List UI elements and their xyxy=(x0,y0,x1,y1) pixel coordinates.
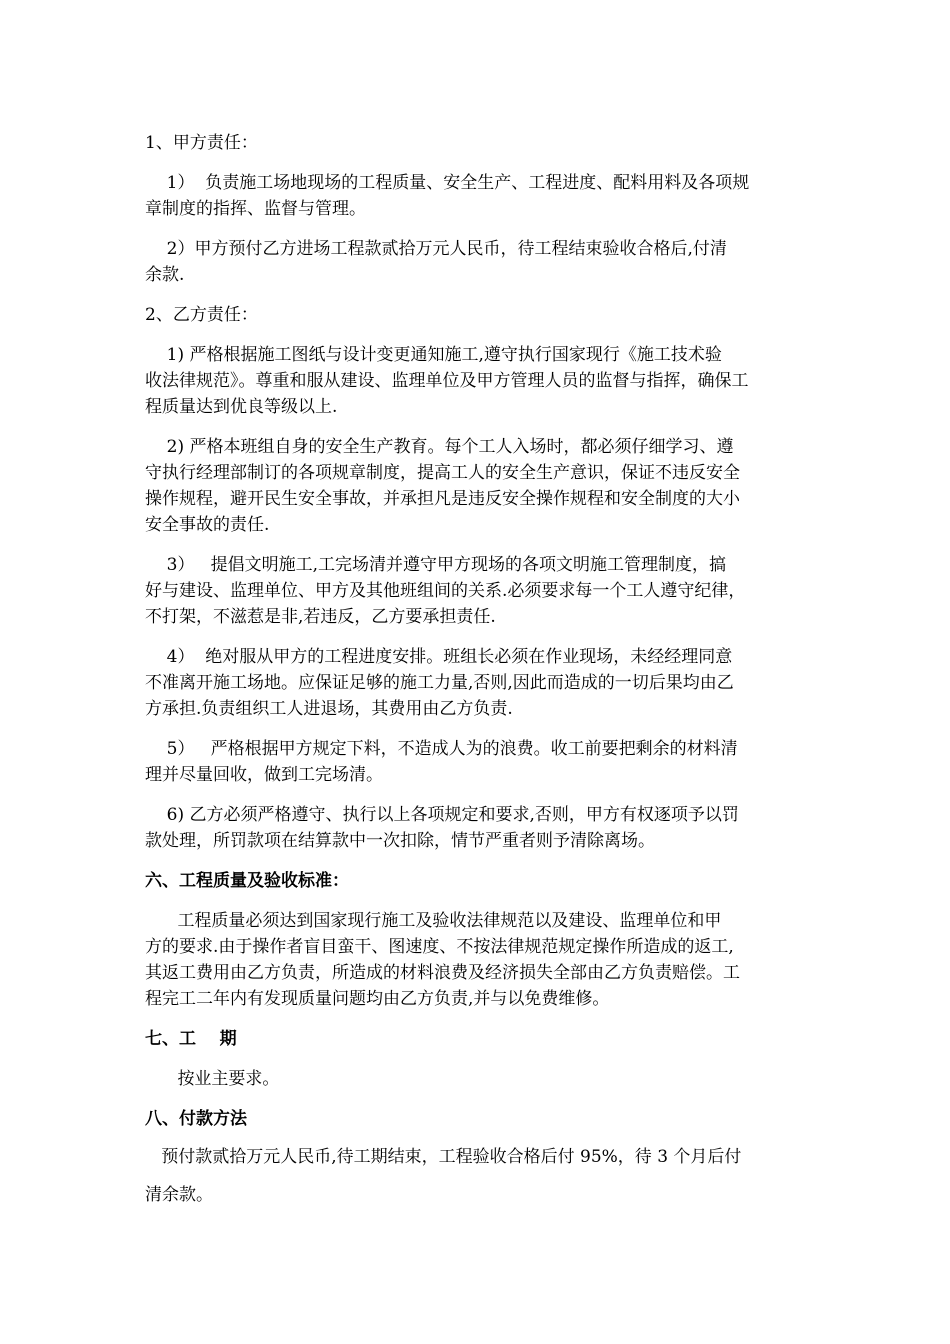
paragraph-a2 xyxy=(145,236,810,288)
paragraph-line: 2) 严格本班组自身的安全生产教育。每个工人入场时，都必须仔细学习、遵 xyxy=(145,437,734,457)
paragraph-payment xyxy=(145,1138,810,1214)
paragraph-b1 xyxy=(145,342,810,420)
heading-party-a-duties: 1、甲方责任： xyxy=(145,133,258,153)
paragraph-line: 余款. xyxy=(145,265,185,285)
paragraph-b3 xyxy=(145,552,810,630)
paragraph-period xyxy=(145,1066,810,1092)
paragraph-line: 好与建设、监理单位、甲方及其他班组间的关系.必须要求每一个工人遵守纪律， xyxy=(145,581,746,601)
paragraph-line: 4） 绝对服从甲方的工程进度安排。班组长必须在作业现场，未经经理同意 xyxy=(145,647,733,667)
paragraph-line: 预付款贰拾万元人民币,待工期结束，工程验收合格后付 95%，待 3 个月后付 xyxy=(145,1147,742,1167)
paragraph-b2 xyxy=(145,434,810,538)
paragraph-line: 安全事故的责任. xyxy=(145,515,270,535)
paragraph-line: 6) 乙方必须严格遵守、执行以上各项规定和要求,否则，甲方有权逐项予以罚 xyxy=(145,805,739,825)
paragraph-line: 程完工二年内有发现质量问题均由乙方负责,并与以免费维修。 xyxy=(145,989,610,1009)
section-party-b-heading xyxy=(145,302,810,328)
heading-quality-standards: 六、工程质量及验收标准： xyxy=(145,871,349,891)
section-period-heading xyxy=(145,1026,810,1052)
document-page xyxy=(145,124,810,1214)
paragraph-line: 不打架，不滋惹是非,若违反，乙方要承担责任. xyxy=(145,607,496,627)
paragraph-line: 1) 严格根据施工图纸与设计变更通知施工,遵守执行国家现行《施工技术验 xyxy=(145,345,722,365)
paragraph-line: 方的要求.由于操作者盲目蛮干、图速度、不按法律规范规定操作所造成的返工, xyxy=(145,937,734,957)
paragraph-line: 清余款。 xyxy=(145,1185,213,1205)
paragraph-a1 xyxy=(145,170,810,222)
paragraph-line: 1） 负责施工场地现场的工程质量、安全生产、工程进度、配料用料及各项规 xyxy=(145,173,750,193)
section-payment-heading xyxy=(145,1106,810,1132)
paragraph-line: 款处理，所罚款项在结算款中一次扣除，情节严重者则予清除离场。 xyxy=(145,831,655,851)
paragraph-line: 章制度的指挥、监督与管理。 xyxy=(145,199,366,219)
section-party-a-heading xyxy=(145,130,810,156)
paragraph-line: 收法律规范》。尊重和服从建设、监理单位及甲方管理人员的监督与指挥，确保工 xyxy=(145,371,749,391)
paragraph-line: 守执行经理部制订的各项规章制度，提高工人的安全生产意识，保证不违反安全 xyxy=(145,463,740,483)
section-quality-heading xyxy=(145,868,810,894)
paragraph-quality xyxy=(145,908,810,1012)
paragraph-line: 3） 提倡文明施工,工完场清并遵守甲方现场的各项文明施工管理制度，搞 xyxy=(145,555,727,575)
paragraph-b6 xyxy=(145,802,810,854)
paragraph-line: 操作规程，避开民生安全事故，并承担凡是违反安全操作规程和安全制度的大小 xyxy=(145,489,740,509)
paragraph-line: 程质量达到优良等级以上. xyxy=(145,397,338,417)
paragraph-b4 xyxy=(145,644,810,722)
paragraph-line: 理并尽量回收，做到工完场清。 xyxy=(145,765,383,785)
paragraph-line: 按业主要求。 xyxy=(145,1069,280,1089)
heading-construction-period: 七、工 期 xyxy=(145,1029,237,1049)
paragraph-line: 方承担.负责组织工人进退场，其费用由乙方负责. xyxy=(145,699,513,719)
paragraph-line: 工程质量必须达到国家现行施工及验收法律规范以及建设、监理单位和甲 xyxy=(145,911,722,931)
heading-payment-method: 八、付款方法 xyxy=(145,1109,247,1129)
paragraph-line: 5） 严格根据甲方规定下料，不造成人为的浪费。收工前要把剩余的材料清 xyxy=(145,739,738,759)
heading-party-b-duties: 2、乙方责任： xyxy=(145,305,258,325)
paragraph-line: 2）甲方预付乙方进场工程款贰拾万元人民币，待工程结束验收合格后,付清 xyxy=(145,239,727,259)
paragraph-line: 其返工费用由乙方负责，所造成的材料浪费及经济损失全部由乙方负责赔偿。工 xyxy=(145,963,740,983)
paragraph-b5 xyxy=(145,736,810,788)
paragraph-line: 不准离开施工场地。应保证足够的施工力量,否则,因此而造成的一切后果均由乙 xyxy=(145,673,734,693)
